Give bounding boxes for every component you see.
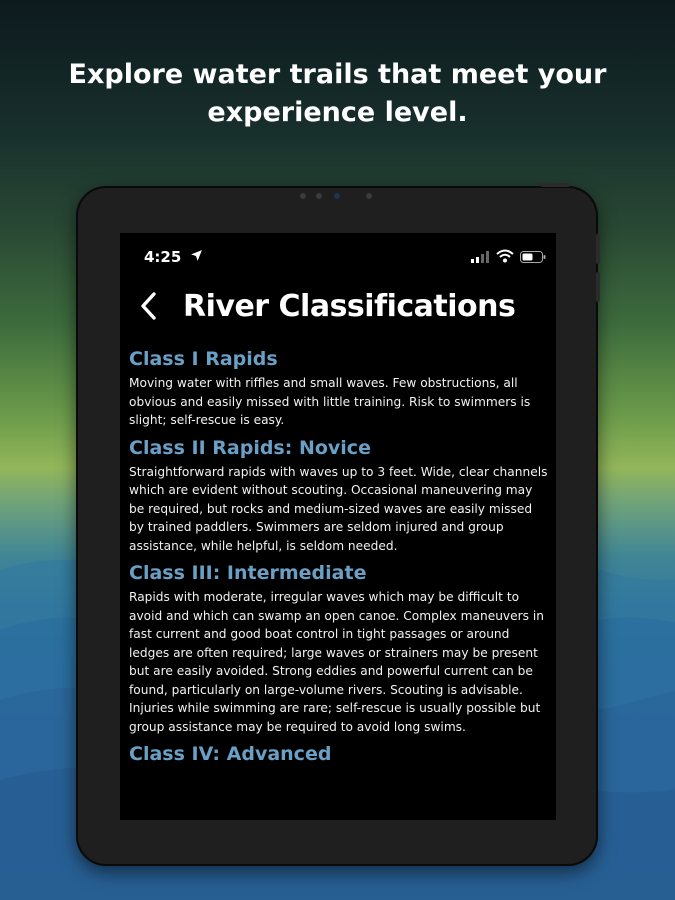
power-button [540,183,570,187]
section-class-1 [129,347,549,430]
page-title: River Classifications [183,289,516,324]
section-body: Rapids with moderate, irregular waves which may be difficult to avoid and which can swamp an open canoe. Complex maneuvers in fast current and good boat control in tight passages or around ledges are often required; large waves or strainers may be present but are easily avoided. Strong eddies and powerful current can be found, particularly on large-volume rivers. Scouting is advisable. Injuries while swimming are rare; self-rescue is usually possible but group assistance may be required to avoid long swims. [129,590,544,734]
volume-down-button [596,272,600,302]
volume-up-button [596,234,600,264]
section-heading: Class II Rapids: Novice [129,436,371,459]
sensor-dot [366,193,372,199]
section-class-4 [129,742,549,766]
location-arrow-icon [190,249,203,262]
classification-list [129,347,549,772]
navigation-bar [120,285,556,329]
cellular-signal-icon [471,251,491,263]
section-body: Straightforward rapids with waves up to 3 feet. Wide, clear channels which are evident without scouting. Occasional maneuvering may be required, but rocks and medium-sized waves are easily missed by trained paddlers. Swimmers are seldom injured and group assistance, while helpful, is seldom needed. [129,464,548,553]
marketing-headline [0,56,675,132]
status-time: 4:25 [144,248,182,266]
section-class-2 [129,436,549,556]
status-bar [120,233,556,269]
section-class-3 [129,561,549,736]
section-heading: Class III: Intermediate [129,562,367,584]
app-screen [120,233,556,820]
sensor-dot [316,193,322,199]
wifi-icon [496,249,514,263]
front-camera-icon [334,193,340,199]
section-body: Moving water with riffles and small waves. Few obstructions, all obvious and easily missed with little training. Risk to swimmers is slight; self-rescue is easy. [129,376,531,427]
section-heading: Class I Rapids [129,348,278,370]
headline-line-2: experience level. [207,97,468,128]
chevron-left-icon[interactable] [140,291,158,321]
battery-icon [520,251,546,263]
section-heading: Class IV: Advanced [129,743,332,765]
tablet-device-frame [76,186,598,866]
sensor-dot [300,193,306,199]
headline-line-1: Explore water trails that meet your [68,59,607,90]
